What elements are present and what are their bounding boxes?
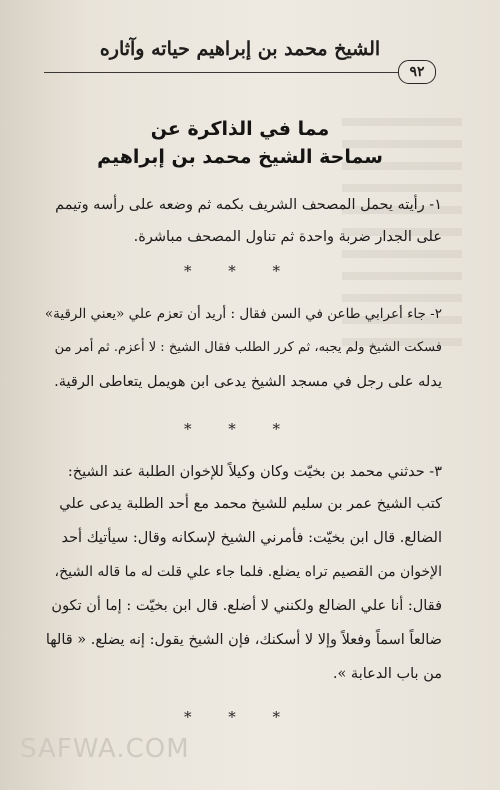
watermark: SAFWA.COM [20,734,190,764]
paragraph-3-line: فقال: أنا علي الضالع ولكنني لا أضلع. قال ابن بخيّت : إما أن تكون [51,598,442,614]
section-title-line-2: سماحة الشيخ محمد بن إبراهيم [97,146,383,168]
paragraph-3-line: من باب الدعابة ». [332,666,442,682]
section-separator: * * * [183,262,297,280]
paragraph-3-line: الإخوان من القصيم تراه يضلع. فلما جاء علي قلت له ما قاله الشيخ، [54,564,442,580]
paragraph-3-line: ضالعاً اسماً وفعلاً وإلا لا أسكنك، فإن الشيخ يقول: إنه يضلع. « قالها [45,632,442,648]
section-separator: * * * [183,708,297,726]
paragraph-3-line: كتب الشيخ عمر بن سليم للشيخ محمد مع أحد الطلبة يدعى علي [59,496,442,512]
paragraph-1-line: ١- رأيته يحمل المصحف الشريف بكمه ثم وضعه على رأسه وتيمم [55,197,442,213]
paragraph-2-line: فسكت الشيخ ولم يجبه، ثم كرر الطلب فقال الشيخ : لا أعزم. ثم أمر من [54,340,442,355]
page-number-badge: ٩٢ [398,60,436,84]
section-separator: * * * [183,420,297,438]
paragraph-3-line: الضالع. قال ابن بخيّت: فأمرني الشيخ لإسكانه وقال: سيأتيك أحد [61,530,442,546]
header-rule [44,72,428,73]
paragraph-2-line: يدله على رجل في مسجد الشيخ يدعى ابن هويمل يتعاطى الرقية. [54,374,442,390]
paragraph-1-line: على الجدار ضربة واحدة ثم تناول المصحف مباشرة. [133,229,442,245]
paragraph-2-line: ٢- جاء أعرابي طاعن في السن فقال : أريد أن تعزم علي «يعني الرقية» [44,306,442,322]
running-header-title: الشيخ محمد بن إبراهيم حياته وآثاره [99,38,381,60]
section-title-line-1: مما في الذاكرة عن [150,118,330,140]
paragraph-3-line: ٣- حدثني محمد بن بخيّت وكان وكيلاً للإخوان الطلبة عند الشيخ: [67,464,442,480]
